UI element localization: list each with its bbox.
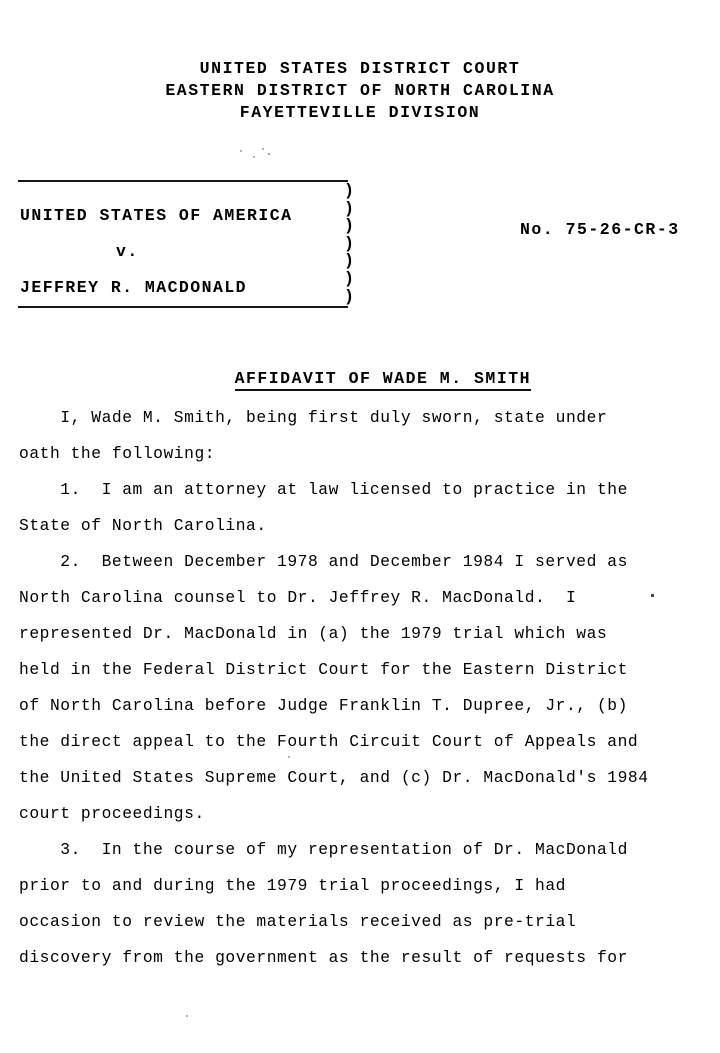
caption-paren-mark: ) xyxy=(344,181,354,200)
court-header-line-2: EASTERN DISTRICT OF NORTH CAROLINA xyxy=(165,81,555,100)
scan-speck xyxy=(262,148,264,150)
body-line: court proceedings. xyxy=(19,804,205,823)
caption-plaintiff: UNITED STATES OF AMERICA xyxy=(20,206,293,225)
court-header-line-1: UNITED STATES DISTRICT COURT xyxy=(199,59,521,78)
affidavit-body xyxy=(19,400,709,976)
caption-paren-mark: ) xyxy=(344,198,354,218)
caption-versus: v. xyxy=(116,242,139,261)
body-line: 3. In the course of my representation of Dr. MacDonald xyxy=(19,840,628,859)
body-line: State of North Carolina. xyxy=(19,516,267,535)
caption-paren-mark: ) xyxy=(344,268,354,288)
body-line: the direct appeal to the Fourth Circuit Court of Appeals and xyxy=(19,732,639,751)
body-line: of North Carolina before Judge Franklin T. Dupree, Jr., (b) xyxy=(19,696,628,715)
case-caption-block xyxy=(18,178,354,310)
body-line: held in the Federal District Court for the Eastern District xyxy=(19,660,628,679)
case-number: No. 75-26-CR-3 xyxy=(520,220,680,239)
scan-speck xyxy=(240,150,242,152)
caption-bottom-rule xyxy=(18,306,348,308)
body-line: prior to and during the 1979 trial proceedings, I had xyxy=(19,876,566,895)
caption-paren-column xyxy=(344,182,368,305)
caption-paren-mark: ) xyxy=(344,251,354,271)
caption-top-rule xyxy=(18,180,348,182)
scan-speck xyxy=(268,153,270,155)
court-header xyxy=(0,58,720,124)
scan-speck xyxy=(651,594,654,597)
body-line: discovery from the government as the result of requests for xyxy=(19,948,628,967)
caption-paren-mark: ) xyxy=(344,286,354,306)
body-line: I, Wade M. Smith, being first duly sworn, state under xyxy=(19,408,608,427)
body-line: occasion to review the materials received as pre-trial xyxy=(19,912,577,931)
body-line: represented Dr. MacDonald in (a) the 1979 trial which was xyxy=(19,624,608,643)
caption-paren-mark: ) xyxy=(344,216,354,236)
court-header-line-3: FAYETTEVILLE DIVISION xyxy=(239,103,481,122)
body-line: 1. I am an attorney at law licensed to practice in the xyxy=(19,480,628,499)
body-line: the United States Supreme Court, and (c) Dr. MacDonald's 1984 xyxy=(19,768,649,787)
scan-speck xyxy=(186,1015,188,1017)
body-line: oath the following: xyxy=(19,444,216,463)
document-title-text: AFFIDAVIT OF WADE M. SMITH xyxy=(235,369,531,391)
caption-paren-mark: ) xyxy=(344,233,354,253)
scan-speck xyxy=(288,756,290,758)
scan-speck xyxy=(253,156,255,158)
caption-defendant: JEFFREY R. MACDONALD xyxy=(20,278,248,297)
body-line: North Carolina counsel to Dr. Jeffrey R. MacDonald. I xyxy=(19,588,577,607)
body-line: 2. Between December 1978 and December 1984 I served as xyxy=(19,552,628,571)
